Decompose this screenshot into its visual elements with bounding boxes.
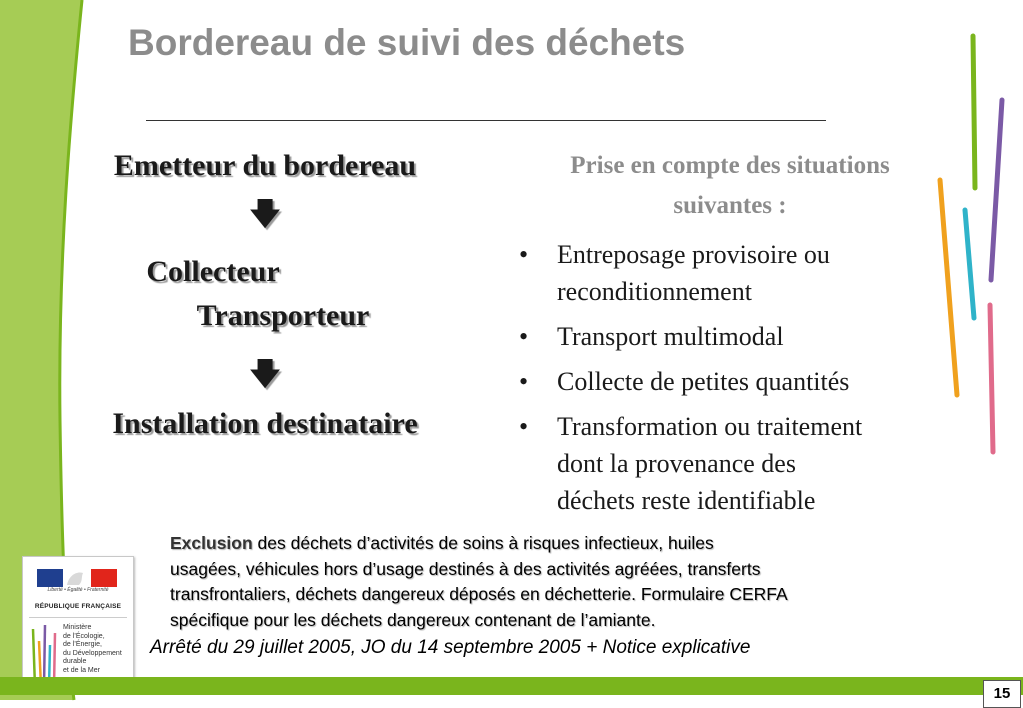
- ministry-name: Ministère de l’Écologie, de l’Énergie, du Développement durable et de la Mer: [63, 624, 122, 674]
- situations-list: [515, 236, 935, 527]
- list-item: • Collecte de petites quantités: [515, 363, 935, 400]
- flow-step-transporter: Transporteur: [196, 299, 370, 332]
- republic-motto: Liberté • Égalité • Fraternité: [47, 587, 109, 593]
- flow-step-emitter: Emetteur du bordereau: [113, 149, 417, 182]
- stripe-purple: [991, 100, 1002, 280]
- bullet-icon: •: [519, 412, 529, 441]
- situations-panel: [515, 146, 945, 515]
- flow-step-destination: Installation destinataire: [112, 407, 418, 440]
- legal-reference: Arrêté du 29 juillet 2005, JO du 14 septembre 2005 + Notice explicative: [150, 637, 751, 658]
- stripe-cyan: [965, 210, 974, 318]
- stripe-green: [973, 36, 975, 188]
- list-item: • Entreposage provisoire ou reconditionnement: [515, 236, 935, 310]
- down-arrow-icon: 🡇: [249, 198, 281, 231]
- bullet-icon: •: [519, 367, 529, 396]
- ministry-logo: [22, 556, 134, 692]
- flow-step-collector: Collecteur: [146, 255, 280, 288]
- stripe-pink: [990, 305, 993, 452]
- bullet-icon: •: [519, 322, 529, 351]
- exclusion-note: Exclusion des déchets d’activités de soins à risques infectieux, huiles usagées, véhicules hors d’usage destinés à des activités agréées, transferts transfrontaliers, déchets dangereux déposés en déchetterie. Formulaire CERFA spécifique pour les déchets dangereux contenant de l’amiante.: [170, 533, 788, 630]
- title-divider: [146, 120, 826, 121]
- situations-heading: Prise en compte des situations suivantes :: [570, 152, 890, 219]
- bullet-icon: •: [519, 240, 529, 269]
- exclusion-keyword: Exclusion: [170, 533, 253, 553]
- slide-title: Bordereau de suivi des déchets: [128, 22, 686, 63]
- list-item: • Transport multimodal: [515, 318, 935, 355]
- page-number: 15: [983, 680, 1021, 708]
- footer-bar: [0, 677, 1023, 695]
- list-item: • Transformation ou traitement dont la provenance des déchets reste identifiable: [515, 408, 935, 519]
- republic-name: RÉPUBLIQUE FRANÇAISE: [34, 603, 122, 610]
- down-arrow-icon: 🡇: [249, 358, 281, 391]
